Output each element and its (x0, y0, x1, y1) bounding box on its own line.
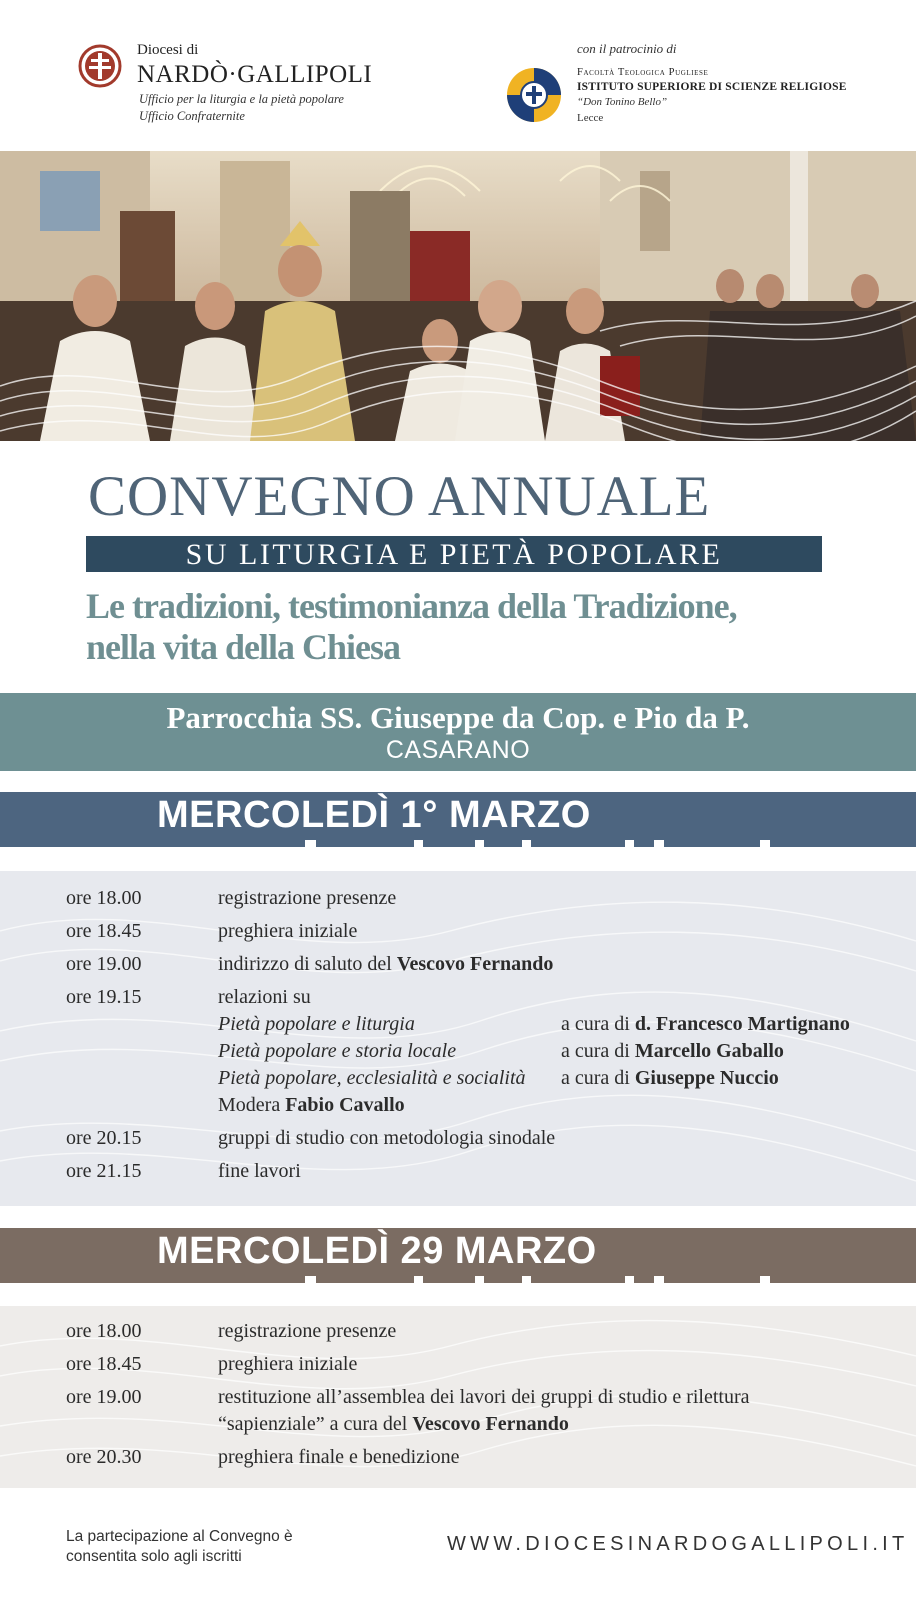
website-link[interactable]: WWW.DIOCESINARDOGALLIPOLI.IT (447, 1533, 909, 1555)
talk-topic-3: Pietà popolare, ecclesialità e socialità (218, 1067, 526, 1089)
office-liturgy: Ufficio per la liturgia e la pietà popolare (139, 92, 344, 106)
day2-time-1: ore 18.00 (66, 1320, 142, 1342)
day2-item-1: registrazione presenze (218, 1320, 397, 1342)
day2-item-3: restituzione all’assemblea dei lavori dei gruppi di studio e rilettura (218, 1386, 750, 1408)
venue-name: Parrocchia SS. Giuseppe da Cop. e Pio da P. (166, 700, 750, 735)
day2-item-3-cont: “sapienziale” a cura del Vescovo Fernando (218, 1413, 569, 1435)
tagline-line-1: Le tradizioni, testimonianza della Tradizione, (86, 586, 737, 626)
event-subtitle: SU LITURGIA E PIETÀ POPOLARE (185, 538, 723, 571)
institute-name: ISTITUTO SUPERIORE DI SCIENZE RELIGIOSE (577, 81, 847, 93)
diocese-label: Diocesi di (137, 42, 199, 58)
faculty-name: Facoltà Teologica Pugliese (577, 67, 709, 78)
talk-speaker-1: a cura di d. Francesco Martignano (561, 1013, 850, 1035)
day2-time-2: ore 18.45 (66, 1353, 142, 1375)
diocese-coat-of-arms-logo (78, 44, 122, 88)
venue-city: CASARANO (385, 736, 531, 764)
day2-date: MERCOLEDÌ 29 MARZO (157, 1230, 597, 1272)
institute-city: Lecce (577, 112, 604, 124)
day1-item-3: indirizzo di saluto del Vescovo Fernando (218, 953, 554, 975)
day1-item-1: registrazione presenze (218, 887, 397, 909)
day1-time-6: ore 21.15 (66, 1160, 142, 1182)
day2-time-3: ore 19.00 (66, 1386, 142, 1408)
day1-time-3: ore 19.00 (66, 953, 142, 975)
event-title: CONVEGNO ANNUALE (88, 465, 711, 528)
registration-note: La partecipazione al Convegno è consentita solo agli iscritti (66, 1528, 293, 1565)
day1-date: MERCOLEDÌ 1° MARZO (157, 794, 591, 836)
day2-time-4: ore 20.30 (66, 1446, 142, 1468)
diocese-name: NARDÒ·GALLIPOLI (137, 61, 373, 88)
tagline-line-2: nella vita della Chiesa (86, 627, 401, 667)
talk-speaker-2: a cura di Marcello Gaballo (561, 1040, 784, 1062)
day1-time-2: ore 18.45 (66, 920, 142, 942)
day1-time-1: ore 18.00 (66, 887, 142, 909)
day2-item-2: preghiera iniziale (218, 1353, 358, 1375)
day2-item-4: preghiera finale e benedizione (218, 1446, 460, 1468)
day1-item-2: preghiera iniziale (218, 920, 358, 942)
patronage-label: con il patrocinio di (577, 41, 677, 56)
procession-photo (0, 151, 916, 441)
day1-time-4: ore 19.15 (66, 986, 142, 1008)
day1-item-6: fine lavori (218, 1160, 301, 1182)
talk-speaker-3: a cura di Giuseppe Nuccio (561, 1067, 779, 1089)
institute-dedication: “Don Tonino Bello” (577, 96, 668, 108)
day2-schedule-panel (0, 1306, 916, 1488)
day1-schedule-panel (0, 871, 916, 1206)
day1-time-5: ore 20.15 (66, 1127, 142, 1149)
talk-topic-2: Pietà popolare e storia locale (218, 1040, 457, 1062)
talk-topic-1: Pietà popolare e liturgia (218, 1013, 415, 1035)
institute-seal-logo (505, 66, 563, 124)
day1-item-5: gruppi di studio con metodologia sinodale (218, 1127, 556, 1149)
day1-item-4: relazioni su (218, 986, 311, 1008)
moderator: Modera Fabio Cavallo (218, 1094, 405, 1116)
day2-dash-divider (0, 1276, 916, 1283)
office-confraternities: Ufficio Confraternite (139, 109, 245, 123)
day1-dash-divider (0, 840, 916, 847)
